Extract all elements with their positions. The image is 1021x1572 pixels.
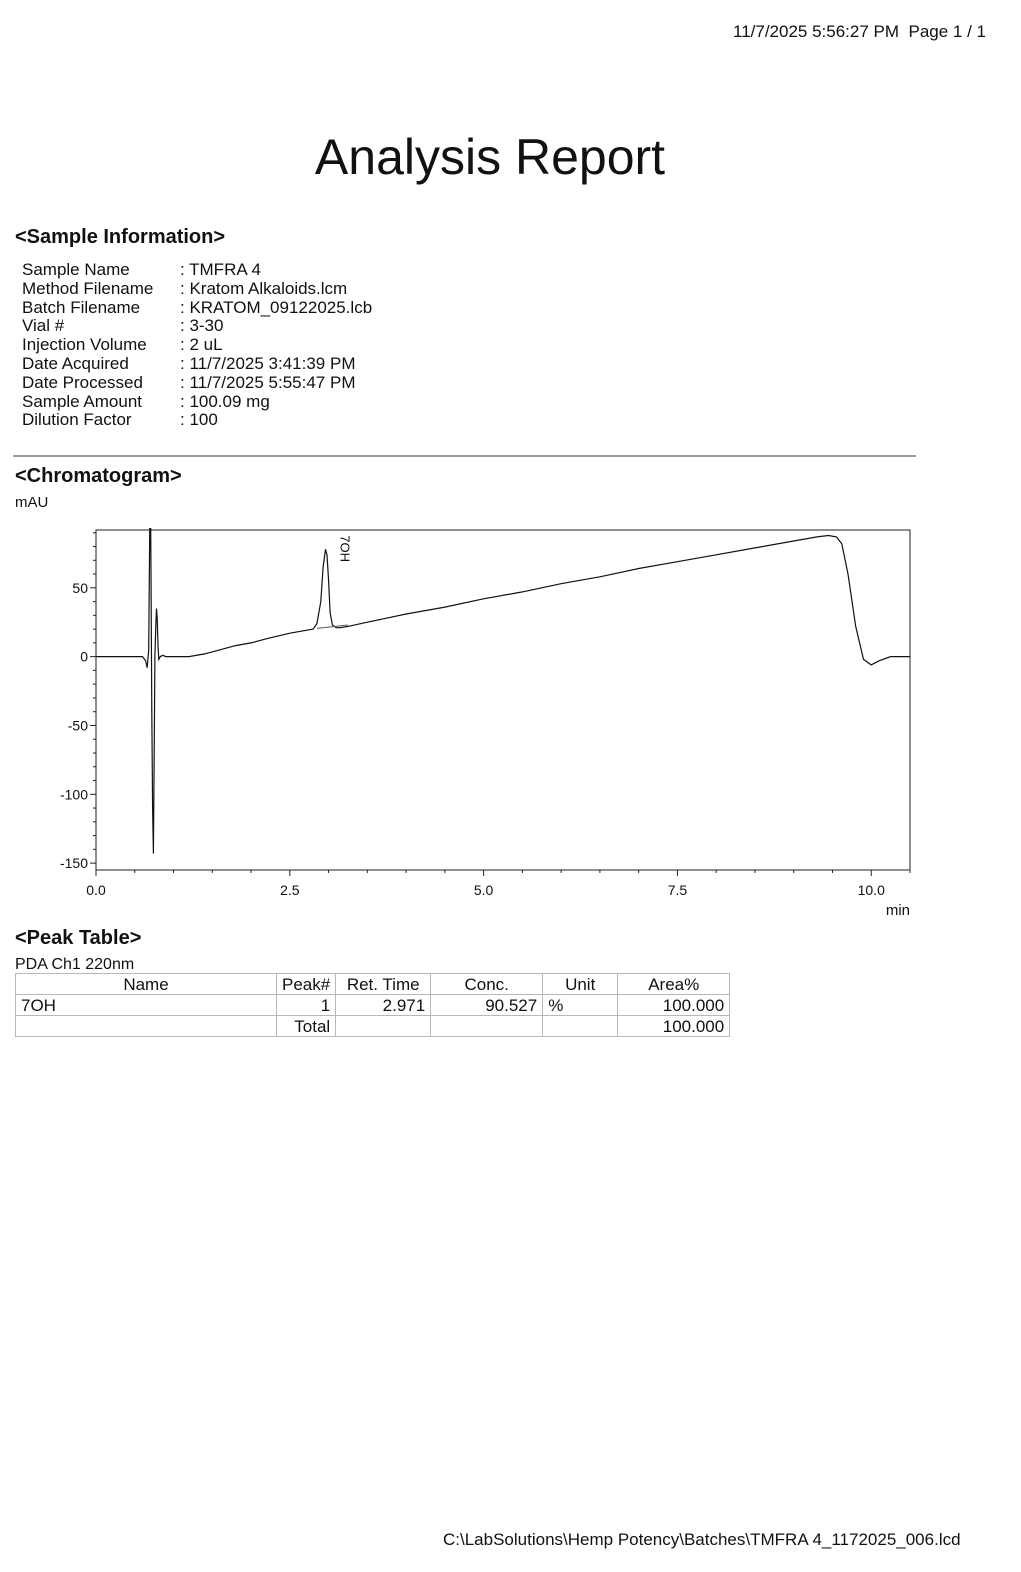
cell-peak-number: 1 — [277, 995, 336, 1016]
info-row-date-processed — [22, 374, 372, 393]
file-path: C:\LabSolutions\Hemp Potency\Batches\TMFRA 4_1172025_006.lcd — [443, 1530, 961, 1549]
column-header-retention-time: Ret. Time — [336, 974, 431, 995]
cell-concentration: 90.527 — [431, 995, 543, 1016]
info-label: Sample Amount — [22, 391, 143, 411]
section-divider — [13, 455, 916, 457]
info-value: : KRATOM_09122025.lcb — [180, 297, 373, 317]
sample-information-heading: <Sample Information> — [15, 226, 226, 248]
y-axis-unit-label: mAU — [15, 494, 49, 511]
column-header-concentration: Conc. — [431, 974, 543, 995]
cell-empty — [431, 1016, 543, 1037]
info-row-sample-name — [22, 261, 372, 280]
info-value: : TMFRA 4 — [180, 260, 261, 279]
info-value: : 11/7/2025 5:55:47 PM — [180, 372, 356, 392]
info-row-date-acquired — [22, 355, 372, 374]
page-number: Page 1 / 1 — [908, 22, 987, 41]
info-value: : 3-30 — [180, 316, 224, 336]
cell-name: 7OH — [16, 995, 277, 1016]
info-value: : Kratom Alkaloids.lcm — [180, 278, 348, 298]
y-tick-label: -150 — [59, 855, 88, 872]
info-row-dilution-factor — [22, 411, 372, 430]
info-label: Date Processed — [22, 372, 143, 392]
chromatogram-chart — [0, 520, 930, 920]
x-tick-label: 7.5 — [667, 882, 688, 898]
cell-empty — [16, 1016, 277, 1037]
cell-total-label: Total — [277, 1016, 336, 1037]
table-total-row — [16, 1016, 730, 1037]
info-row-vial — [22, 317, 372, 336]
peak-table-header — [16, 974, 730, 995]
column-header-area-percent: Area% — [618, 974, 730, 995]
report-title: Analysis Report — [314, 129, 666, 185]
info-value: : 11/7/2025 3:41:39 PM — [180, 353, 356, 373]
cell-empty — [336, 1016, 431, 1037]
detector-channel-label: PDA Ch1 220nm — [15, 956, 135, 973]
info-row-method-filename — [22, 280, 372, 299]
cell-total-area: 100.000 — [618, 1016, 730, 1037]
info-label: Dilution Factor — [22, 410, 132, 430]
info-value: : 2 uL — [180, 335, 223, 355]
info-label: Method Filename — [22, 278, 154, 298]
cell-empty — [543, 1016, 618, 1037]
x-tick-label: 10.0 — [857, 882, 885, 898]
y-tick-label: -50 — [67, 717, 88, 734]
column-header-peak-number: Peak# — [277, 974, 336, 995]
x-tick-label: 2.5 — [280, 882, 300, 898]
info-label: Batch Filename — [22, 297, 141, 317]
x-tick-label: 0.0 — [86, 882, 106, 898]
column-header-name: Name — [16, 974, 277, 995]
signal-trace — [96, 520, 910, 854]
x-axis-label: min — [885, 902, 910, 919]
info-value: : 100.09 mg — [180, 391, 270, 411]
info-value: : 100 — [180, 410, 218, 430]
plot-frame — [96, 530, 910, 870]
chromatogram-heading: <Chromatogram> — [15, 465, 182, 487]
print-timestamp — [733, 22, 986, 42]
info-row-injection-volume — [22, 336, 372, 355]
info-row-sample-amount — [22, 393, 372, 412]
peak-label: 7OH — [337, 535, 353, 563]
cell-unit: % — [543, 995, 618, 1016]
x-tick-label: 5.0 — [473, 882, 494, 898]
y-tick-label: 0 — [80, 648, 88, 665]
info-row-batch-filename — [22, 299, 372, 318]
column-header-unit: Unit — [543, 974, 618, 995]
info-label: Injection Volume — [22, 335, 147, 355]
info-label: Date Acquired — [22, 353, 129, 373]
table-row — [16, 995, 730, 1016]
peak-table-heading: <Peak Table> — [15, 927, 142, 949]
cell-retention-time: 2.971 — [336, 995, 431, 1016]
sample-information-list — [22, 261, 372, 430]
info-label: Sample Name — [22, 260, 130, 279]
y-tick-label: -100 — [59, 786, 88, 803]
print-date: 11/7/2025 5:56:27 PM — [733, 22, 900, 41]
peak-table — [15, 973, 730, 1037]
y-tick-label: 50 — [72, 579, 88, 596]
info-label: Vial # — [22, 316, 65, 336]
cell-area-percent: 100.000 — [618, 995, 730, 1016]
